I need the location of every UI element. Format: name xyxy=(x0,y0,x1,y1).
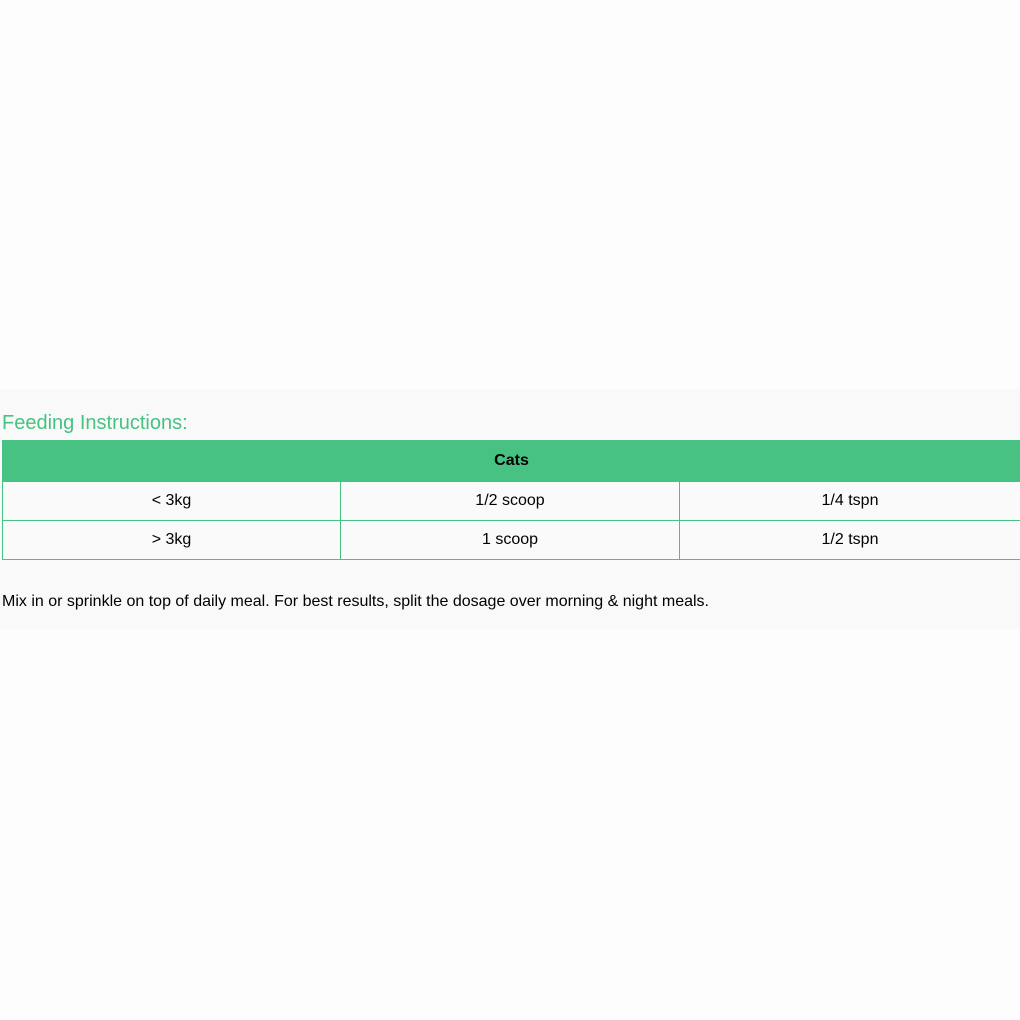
tspn-cell: 1/2 tspn xyxy=(680,521,1020,560)
table-header-row xyxy=(3,441,1020,482)
feeding-instructions-title: Feeding Instructions: xyxy=(2,412,188,434)
table-header-cats: Cats xyxy=(3,441,1020,482)
feeding-note: Mix in or sprinkle on top of daily meal. For best results, split the dosage over morning & night meals. xyxy=(2,593,709,610)
scoop-cell: 1 scoop xyxy=(341,521,680,560)
feeding-table xyxy=(2,440,1020,560)
weight-cell: < 3kg xyxy=(3,482,341,521)
tspn-cell: 1/4 tspn xyxy=(680,482,1020,521)
scoop-cell: 1/2 scoop xyxy=(341,482,680,521)
table-row xyxy=(3,521,1020,560)
weight-cell: > 3kg xyxy=(3,521,341,560)
table-row xyxy=(3,482,1020,521)
